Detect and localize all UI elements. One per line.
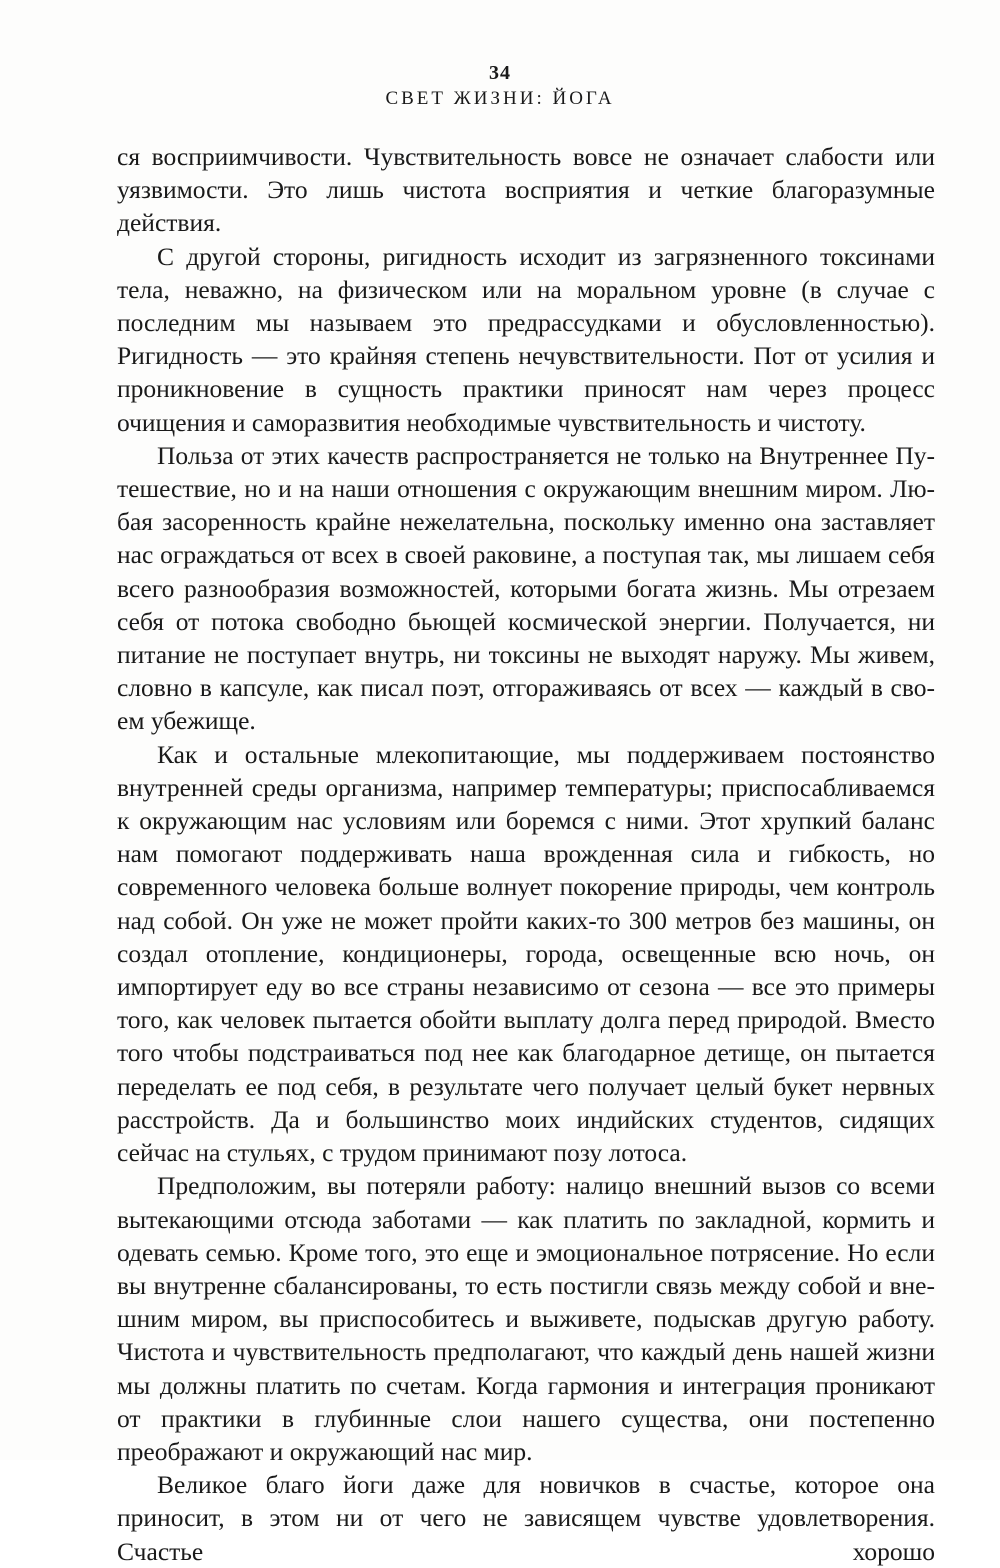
body-text [117,140,935,1568]
paragraph: Как и остальные млекопитающие, мы поддерживаем постоянство внутренней среды организма, например температуры; приспосабливаемся к окружающим нас условиям или боремся с ними. Этот хрупкий баланс нам помогают поддерживать наша врожденная сила и гибкость, но современного человека больше волнует покорение природы, чем контроль над собой. Он уже не может пройти каких-то 300 метров без машины, он создал отопление, кондиционеры, города, освещенные всю ночь, он импортирует еду во все страны независимо от сезона — все это примеры того, как человек пытается обойти выплату долга перед природой. Вместо того чтобы подстраиваться под нее как благодарное детище, он пытается переделать ее под себя, в результате чего получает целый букет нервных расстройств. Да и большинство моих индийских студентов, сидящих сейчас на стульях, с трудом принимают позу лотоса. [117,739,935,1168]
running-head: СВЕТ ЖИЗНИ: ЙОГА [385,88,615,109]
paragraph-continues-next-page: Великое благо йоги даже для новичков в счастье, которое она приносит, в этом ни от чего не зависящем чувстве удовлетворения. Счастье хорошо [117,1470,935,1566]
paragraph: Предположим, вы потеряли работу: налицо внешний вызов со всеми вытекающими отсюда заботами — как платить по закладной, кормить и одевать семью. Кроме того, это еще и эмоциональное потрясение. Но если вы внутренне сбалансированы, то есть постигли связь между собой и внешним миром, вы приспособитесь и выживете, подыскав другую работу. Чистота и чувствительность предполагают, что каждый день нашей жизни мы должны платить по счетам. Когда гармония и интеграция проникают от практики в глубинные слои нашего существа, они постепенно преображают и окружающий нас мир. [117,1171,935,1466]
page-number: 34 [489,62,511,84]
paragraph: Польза от этих качеств распространяется не только на Внутреннее Путешествие, но и на наши отношения с окружающим внешним миром. Любая засоренность крайне нежелательна, поскольку именно она заставляет нас ограждаться от всех в своей раковине, а поступая так, мы лишаем себя всего разнообразия возможностей, которыми богата жизнь. Мы отрезаем себя от потока свободно бьющей космической энергии. Получается, ни питание не поступает внутрь, ни токсины не выходят наружу. Мы живем, словно в капсуле, как писал поэт, отгораживаясь от всех — каждый в своем убежище. [117,440,935,736]
paragraph: С другой стороны, ригидность исходит из загрязненного токсинами тела, неважно, на физическом или на моральном уровне (в случае с последним мы называем это предрассудками и обусловленностью). Ригидность — это крайняя степень нечувствительности. Пот от усилия и проникновение в сущность практики приносят нам через процесс очищения и саморазвития необходимые чувствительность и чистоту. [117,241,935,437]
paragraph-continued: ся восприимчивости. Чувствительность вовсе не означает слабости или уязвимости. Это лишь чистота восприятия и четкие благоразумные действия. [117,142,935,238]
